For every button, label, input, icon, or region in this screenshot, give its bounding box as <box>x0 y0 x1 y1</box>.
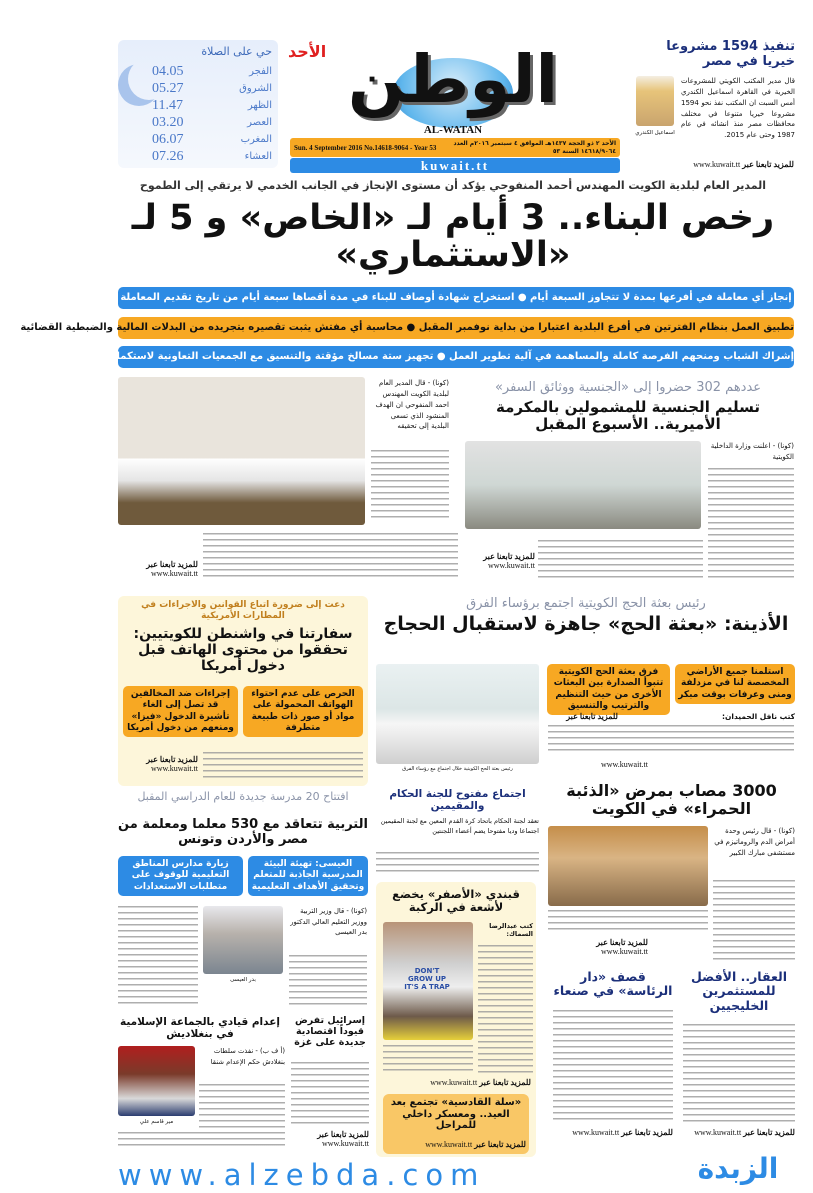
embassy-headline: سفارتنا في واشنطن للكويتيين: تحققوا من محتوى الهاتف قبل دخول أمريكا <box>133 626 353 675</box>
fever-body-lines <box>713 880 795 960</box>
top-story-caption: اسماعيل الكندري <box>635 130 675 136</box>
lead-kicker: المدير العام لبلدية الكويت المهندس أحمد المنفوحي يؤكد أن مستوى الإنجاز في الجانب الخدمي لا يرتقي إلى الطموح <box>139 179 767 192</box>
qadsia-more[interactable] <box>388 1140 526 1149</box>
fever-body-cont <box>548 910 708 934</box>
prayer-row <box>152 148 272 165</box>
prayer-row <box>152 114 272 131</box>
prayer-name: المغرب <box>240 134 272 145</box>
israel-headline: إسرائيل تفرض قيوداً اقتصادية جديدة على غزة <box>294 1015 366 1048</box>
hajj-more[interactable] <box>548 712 618 721</box>
lead-body: (كونا) - قال المدير العام لبلدية الكويت المهندس احمد المنفوحي ان الهدف المنشود الذي تسعى البلدية إلى تحقيقه <box>375 379 449 431</box>
top-story-more[interactable] <box>636 160 794 169</box>
qabandi-headline: قبندي «الأصفر» يخضع لأشعة في الركبة <box>392 887 520 915</box>
schools-body: (كونا) - قال وزير التربية ووزير التعليم العالي الدكتور بدر العيسى <box>290 907 367 937</box>
sanaa-headline: قصف «دار الرئاسة» في صنعاء <box>553 969 673 999</box>
top-story-headline: تنفيذ 1594 مشروعا خيريا في مصر <box>666 39 795 69</box>
lead-body-lines <box>371 450 449 522</box>
prayer-time: 05.27 <box>152 81 184 96</box>
qabandi-byline: كتب عبدالرضا السماك: <box>489 922 533 938</box>
prayer-row <box>152 97 272 114</box>
more-label: للمزيد تابعنا عبر <box>474 1140 526 1149</box>
israel-more[interactable] <box>291 1130 369 1148</box>
fever-body: (كونا) - قال رئيس وحدة أمراض الدم والروماتيزم في مستشفى مبارك الكبير <box>714 827 795 858</box>
more-url[interactable]: www.kuwait.tt <box>693 160 741 169</box>
fever-photo <box>548 826 708 906</box>
realestate-headline: العقار.. الأفضل للمستثمرين الخليجيين <box>690 969 788 1013</box>
citizenship-body: (كونا) - اعلنت وزارة الداخلية الكويتية <box>710 442 794 461</box>
hajj-kicker: رئيس بعثة الحج الكويتية اجتمع برؤساء الفرق <box>466 596 706 611</box>
top-story-body: قال مدير المكتب الكويتي للمشروعات الخيرية في القاهرة اسماعيل الكندري أمس السبت ان المكتب نفذ نحو 1594 مشروعا خيريا متنوعا في مختلف محافظات مصر منذ انشائه في عام 1987 وحتى عام 2015. <box>681 77 795 140</box>
more-label: للمزيد تابعنا عبر <box>596 938 648 947</box>
hajj-caption: رئيس بعثة الحج الكويتية خلال اجتماع مع رؤساء الفرق <box>402 766 513 772</box>
citizenship-photo <box>465 441 701 529</box>
bangladesh-body-lines <box>199 1084 285 1128</box>
embassy-kicker: دعت إلى ضرورة اتباع القوانين والاجراءات في المطارات الأمريكية <box>141 600 345 622</box>
prayer-row <box>152 63 272 80</box>
more-url[interactable]: www.kuwait.tt <box>321 1139 369 1148</box>
citizenship-kicker: عددهم 302 حضروا إلى «الجنسية ووثائق السفر» <box>494 380 762 395</box>
bangladesh-caption: مير قاسم علي <box>139 1119 174 1125</box>
date-arabic: الأحد ٢ ذو الحجة ١٤٣٧هـ الموافق ٤ سبتمبر ٢٠١٦م العدد ١٤٦١٨/٩٠٦٤ السنة ٥٣ <box>453 139 616 155</box>
more-label: للمزيد تابعنا عبر <box>743 1128 795 1137</box>
footer-site[interactable]: www.alzebda.com <box>118 1158 486 1192</box>
prayer-time: 03.20 <box>152 115 184 130</box>
qabandi-body-cont <box>383 1045 473 1073</box>
hajj-more-url[interactable] <box>548 760 648 769</box>
more-url[interactable]: www.kuwait.tt <box>150 569 198 578</box>
bangladesh-photo <box>118 1046 195 1116</box>
lead-body-cont <box>203 533 458 581</box>
more-label: للمزيد تابعنا عبر <box>146 755 198 764</box>
lead-bar-2: تطبيق العمل بنظام الفترتين في أفرع البلدية اعتبارا من بداية نوفمبر المقبل ● محاسبة أي مفتش يثبت تقصيره بتجريده من البدلات المالية والضبطية القضائية <box>118 317 794 339</box>
prayer-name: الظهر <box>247 100 272 111</box>
more-url[interactable]: www.kuwait.tt <box>694 1128 742 1137</box>
bangladesh-headline: إعدام قيادي بالجماعة الإسلامية في بنغلاديش <box>119 1016 280 1041</box>
hajj-box-1: استلمنا جميع الأراضي المخصصة لنا في مزدلفة ومنى وعرفات بوقت مبكر <box>675 664 795 704</box>
citizenship-more[interactable] <box>465 552 535 570</box>
qabandi-photo <box>383 922 473 1040</box>
embassy-box-2: إجراءات ضد المخالفين قد تصل إلى الغاء تأشيرة الدخول «فيزا» ومنعهم من دخول أمريكا <box>123 686 238 737</box>
prayer-time: 04.05 <box>152 64 184 79</box>
prayer-list <box>152 63 272 165</box>
lead-photo-meeting <box>118 377 365 525</box>
prayer-time: 07.26 <box>152 149 184 164</box>
more-label: للمزيد تابعنا عبر <box>566 712 618 721</box>
footer-logo: الزبدة <box>697 1152 779 1185</box>
hajj-body-lines <box>548 725 794 755</box>
schools-body-lines <box>289 955 367 1007</box>
prayer-name: الفجر <box>249 66 272 77</box>
more-label: للمزيد تابعنا عبر <box>146 560 198 569</box>
sanaa-body-lines <box>553 1010 673 1124</box>
more-url[interactable]: www.kuwait.tt <box>430 1078 478 1087</box>
bangladesh-body: (أ ف ب) - نفذت سلطات بنغلادش حكم الإعدام شنقا <box>210 1047 285 1066</box>
logo-latin: AL-WATAN <box>423 124 483 136</box>
schools-caption: بدر العيسى <box>230 977 256 983</box>
schools-minister-photo <box>203 906 283 974</box>
more-label: للمزيد تابعنا عبر <box>317 1130 369 1139</box>
prayer-times-box <box>118 40 278 168</box>
citizenship-body-cont <box>538 540 703 580</box>
date-english: Sun. 4 September 2016 No.14618-9064 - Year 53 <box>294 143 437 152</box>
fever-more[interactable] <box>548 938 648 956</box>
schools-box-1: العيسى: تهيئة البيئة المدرسية الجاذبة للمتعلم وتحقيق الأهداف التعليمية <box>248 856 368 896</box>
prayer-name: العصر <box>247 117 272 128</box>
site-link[interactable]: kuwait.tt <box>290 158 620 173</box>
hajj-byline: كتب نافل الحميدان: <box>721 712 795 721</box>
top-story-photo <box>636 76 674 126</box>
more-url[interactable]: www.kuwait.tt <box>600 760 648 769</box>
realestate-body-lines <box>683 1024 795 1124</box>
prayer-time: 06.07 <box>152 132 184 147</box>
schools-box-2: زيارة مدارس المناطق التعليمية للوقوف على متطلبات الاستعدادات <box>118 856 243 896</box>
lead-headline: رخص البناء.. 3 أيام لـ «الخاص» و 5 لـ «الاستثماري» <box>131 198 775 275</box>
embassy-box-1: الحرص على عدم احتواء الهواتف المحمولة على مواد أو صور ذات طبيعة متطرفة <box>243 686 363 737</box>
more-url[interactable]: www.kuwait.tt <box>487 561 535 570</box>
prayer-name: العشاء <box>244 151 272 162</box>
referees-body-lines <box>376 852 539 876</box>
more-label: للمزيد تابعنا عبر <box>742 160 794 169</box>
referees-body: تعقد لجنة الحكام باتحاد كرة القدم المعين مع لجنة المقيمين اجتماعا وديا مفتوحا يضم أعضاء اللجنتين <box>380 817 539 836</box>
bangladesh-body-cont <box>118 1132 285 1150</box>
fever-headline: 3000 مصاب بمرض «الذئبة الحمراء» في الكويت <box>566 781 777 819</box>
realestate-more[interactable] <box>683 1128 795 1137</box>
prayer-title: حي على الصلاة <box>201 45 272 58</box>
prayer-name: الشروق <box>239 83 272 94</box>
qadsia-headline: «سلة القادسية» تجتمع بعد العيد.. ومعسكر داخلي للمراحل <box>390 1097 522 1131</box>
hajj-headline: الأذينة: «بعثة الحج» جاهزة لاستقبال الحجاج <box>383 613 789 635</box>
day-label: الأحد <box>288 42 327 61</box>
citizenship-body-lines <box>708 468 794 580</box>
sanaa-more[interactable] <box>553 1128 673 1137</box>
embassy-more[interactable] <box>123 755 198 773</box>
lead-bar-3: إشراك الشباب ومنحهم الفرصة كاملة والمساهمة في آلية تطوير العمل ● تجهيز ستة مسالخ مؤقتة والتنسيق مع الجمعيات التعاونية لاستكمال جاهزية باقي المسالخ <box>118 346 794 368</box>
date-bar <box>290 138 620 157</box>
newspaper-logo: الوطن <box>347 41 559 118</box>
more-url[interactable]: www.kuwait.tt <box>572 1128 620 1137</box>
more-label: للمزيد تابعنا عبر <box>621 1128 673 1137</box>
embassy-body-lines <box>203 752 363 782</box>
qabandi-shirt-text: DON'T GROW UP IT'S A TRAP <box>404 967 450 991</box>
schools-kicker: افتتاح 20 مدرسة جديدة للعام الدراسي المقبل <box>137 790 349 803</box>
prayer-row <box>152 131 272 148</box>
citizenship-headline: تسليم الجنسية للمشمولين بالمكرمة الأميرية.. الأسبوع المقبل <box>496 398 760 434</box>
referees-headline: اجتماع مفتوح للجنة الحكام والمقيمين <box>389 788 526 813</box>
lead-more[interactable] <box>118 560 198 578</box>
more-label: للمزيد تابعنا عبر <box>479 1078 531 1087</box>
prayer-time: 11.47 <box>152 98 183 113</box>
more-url[interactable]: www.kuwait.tt <box>150 764 198 773</box>
schools-headline: التربية تتعاقد مع 530 معلما ومعلمة من مصر والأردن وتونس <box>118 817 368 847</box>
lead-bar-1: إنجاز أي معاملة في أفرعها بمدة لا تتجاوز السبعة أيام ● استخراج شهادة أوصاف للبناء في مدة أقصاها سبعة أيام من تاريخ تقديم المعاملة <box>118 287 794 309</box>
more-url[interactable]: www.kuwait.tt <box>425 1140 473 1149</box>
qabandi-more[interactable] <box>383 1078 531 1087</box>
israel-body-lines <box>291 1062 369 1126</box>
hajj-box-2: فرق بعثة الحج الكويتية تتبوأ الصدارة بين البعثات الأخرى من حيث التنظيم والترتيب والتنسيق <box>547 664 670 715</box>
schools-body-lines-2 <box>118 906 198 1006</box>
more-label: للمزيد تابعنا عبر <box>483 552 535 561</box>
qabandi-body-lines <box>478 945 533 1073</box>
hajj-photo <box>376 664 539 764</box>
more-url[interactable]: www.kuwait.tt <box>600 947 648 956</box>
prayer-row <box>152 80 272 97</box>
